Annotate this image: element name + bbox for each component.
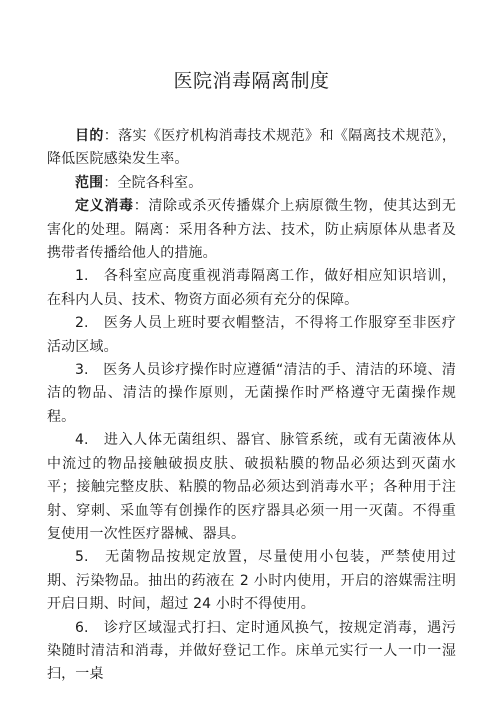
rule-item-2: 2. 医务人员上班时要衣帽整洁，不得将工作服穿至非医疗活动区域。 (47, 315, 456, 355)
scope-paragraph (47, 172, 456, 195)
definition-paragraph (47, 195, 456, 265)
document-body (47, 125, 456, 687)
scope-text: ：全院各科室。 (103, 174, 203, 191)
scope-label: 范围 (75, 174, 104, 191)
purpose-paragraph (47, 125, 456, 172)
definition-label: 定义消毒 (75, 198, 134, 215)
rule-item-1: 1. 各科室应高度重视消毒隔离工作，做好相应知识培训，在科内人员、技术、物资方面必须有充分的保障。 (47, 268, 456, 308)
purpose-text: ：落实《医疗机构消毒技术规范》和《隔离技术规范》，降低医院感染发生率。 (47, 128, 456, 168)
rule-item-4: 4. 进入人体无菌组织、器官、脉管系统，或有无菌液体从中流过的物品接触破损皮肤、破损粘膜的物品必须达到灭菌水平；接触完整皮肤、粘膜的物品必须达到消毒水平；各种用于注射、穿刺、采血等有创操作的医疗器具必须一用一灭菌。不得重复使用一次性医疗器械、器具。 (47, 432, 456, 542)
rule-item-6: 6. 诊疗区域湿式打扫、定时通风换气，按规定消毒，遇污染随时清洁和消毒，并做好登记工作。床单元实行一人一巾一湿扫，一桌 (47, 619, 456, 683)
purpose-label: 目的 (75, 128, 104, 144)
rule-item-5: 5. 无菌物品按规定放置，尽量使用小包装，严禁使用过期、污染物品。抽出的药液在 2 小时内使用，开启的溶媒需注明开启日期、时间，超过 24 小时不得使用。 (47, 549, 456, 613)
document-title: 医院消毒隔离制度 (173, 70, 330, 92)
rule-item-3: 3. 医务人员诊疗操作时应遵循“清洁的手、清洁的环境、清洁的物品、清洁的操作原则，无菌操作时严格遵守无菌操作规程。 (47, 362, 456, 425)
definition-text: ：清除或杀灭传播媒介上病原微生物，使其达到无害化的处理。隔离：采用各种方法、技术，防止病原体从患者及携带者传播给他人的措施。 (47, 198, 456, 262)
